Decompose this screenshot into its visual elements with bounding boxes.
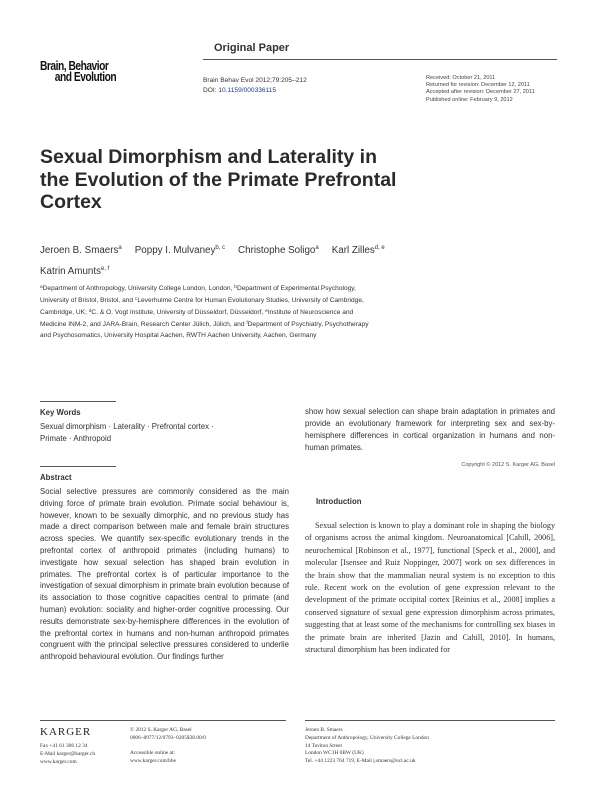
introduction-heading: Introduction: [316, 497, 362, 506]
author-list: [40, 239, 510, 281]
abstract-text: Social selective pressures are commonly considered as the main driving force of primate brain evolution. Primate social behaviour is, however, known to be sexually dimorphic, and no previous study has made a direct comparison between male and female brain structures across species. We quantify sex-specific evolutionary trends in the prefrontal cortex of anthropoid primates (including humans) to investigate how sexual selection has shaped brain evolution in primates. The prefrontal cortex is of particular importance to the investigation of sexual dimorphism in primate brain evolution because of its association to those cognitive capacities central to primate (and human) evolution: sociality and higher-order cognitive processing. Our results demonstrate sex-by-hemisphere differences in the evolution of the prefrontal cortex in humans and non-human anthropoid primates congruent with the principal selective pressures considered to underlie anthropoid behavioural evolution. Our findings further: [40, 487, 289, 662]
article-title: [40, 146, 470, 214]
publisher-website[interactable]: www.karger.com: [40, 758, 77, 765]
citation-block: [203, 76, 307, 96]
publisher-logo: KARGER: [40, 726, 92, 738]
affiliations: $^a$Department of Anthropology, University College London, London, $^b$Department of Experimental Psychology, University of Bristol, Bristol, and $^c$Leverhulme Centre for Human Evolutionary Studies, University of Cambridge, Cambridge, UK; $^d$C. & O. Vogt Institute, University of Düsseldorf, Düsseldorf, $^e$Institute of Neuroscience and Medicine INM-2, and JARA-Brain, Research Center Jülich, Jülich, and $^f$Department of Psychiatry, Psychotherapy and Psychosomatics, University Hospital Aachen, RWTH Aachen University, Aachen, Germany: [40, 285, 369, 339]
pub-copyright: © 2012 S. Karger AG, Basel: [130, 727, 192, 733]
access-label: Accessible online at:: [130, 750, 175, 757]
publication-info: [130, 727, 206, 766]
published-date: Published online: February 9, 2012: [426, 96, 513, 103]
corr-contact: Tel. +44 1223 764 719, E-Mail j.smaers@ucl.ac.uk: [305, 758, 416, 765]
journal-logo-line1: Brain, Behavior: [40, 59, 109, 73]
citation: Brain Behav Evol 2012;79:205–212: [203, 77, 307, 84]
corr-name: Jeroen B. Smaers: [305, 727, 343, 733]
corr-street: 14 Taviton Street: [305, 742, 342, 749]
corr-city: London WC1H 0BW (UK): [305, 750, 364, 757]
key-words-heading: Key Words: [40, 408, 81, 417]
author: Jeroen B. Smaers$^a$: [40, 245, 122, 256]
doi-label: DOI:: [203, 87, 219, 94]
journal-logo: [40, 61, 116, 83]
title-line-1: Sexual Dimorphism and Laterality in: [40, 146, 378, 168]
introduction-text: Sexual selection is known to play a dominant role in shaping the biology of organisms across the animal kingdom. Neuroanatomical [Cahill, 2006], neurochemical [Robinson et al., 1977], functional [Speck et al., 2000], and molecular [Isensee and Ruiz Noppinger, 2007] work on sex differences in the brain show that the mammalian neural system is no exception to this rule. Recent work on the evolution of gene expression relevant to the development of the primate occipital cortex [Reinius et al., 2008] implies a conserved signature of sexual gene expression dimorphism across primates, suggesting that at least some of the mechanisms for controlling sex biases in the primate brain are inherited [Jazin and Cahill, 2010]. In humans, structural dimorphism has been indicated for: [305, 521, 555, 655]
correspondence: [305, 727, 429, 766]
returned-date: Returned for revision: December 12, 2011: [426, 82, 530, 89]
abstract-rule: [40, 466, 116, 467]
abstract-continuation: show how sexual selection can shape brain adaptation in primates and provide an evolutionary framework for interpreting sex and sex-by-hemisphere differences in cortical organization in humans and non-human primates.: [305, 407, 555, 452]
doi-line: [203, 86, 307, 96]
publication-dates: [426, 75, 535, 104]
author: Christophe Soligo$^a$: [238, 245, 319, 256]
corr-dept: Department of Anthropology, University College London: [305, 734, 429, 741]
doi-link[interactable]: 10.1159/000336115: [218, 87, 277, 94]
fax: Fax +41 61 306 12 34: [40, 743, 88, 749]
title-line-2: the Evolution of the Primate Prefrontal: [40, 168, 397, 191]
key-words-list: Sexual dimorphism · Laterality · Prefrontal cortex · Primate · Anthropoid: [40, 422, 214, 443]
header-rule: [203, 59, 557, 60]
publisher-email[interactable]: E-Mail karger@karger.ch: [40, 750, 96, 757]
copyright-notice: Copyright © 2012 S. Karger AG, Basel: [461, 462, 555, 468]
accepted-date: Accepted after revision: December 27, 2011: [426, 89, 535, 96]
key-words-rule: [40, 401, 116, 402]
journal-logo-line2: and Evolution: [54, 70, 117, 84]
received-date: Received: October 21, 2011: [426, 75, 496, 81]
footer-rule-left: [40, 720, 286, 721]
access-url[interactable]: www.karger.com/bbe: [130, 758, 176, 765]
issn: 0006–8977/12/0793–0205$38.00/0: [130, 734, 206, 741]
author: Karl Zilles$^{d, e}$: [331, 245, 385, 256]
footer-rule-right: [305, 720, 555, 721]
publisher-contact: [40, 743, 95, 766]
author: Poppy I. Mulvaney$^{b, c}$: [134, 245, 226, 256]
abstract-heading: Abstract: [40, 473, 72, 482]
author: Katrin Amunts$^{e, f}$: [40, 266, 110, 277]
section-label: Original Paper: [214, 42, 290, 54]
title-line-3: Cortex: [40, 191, 102, 213]
